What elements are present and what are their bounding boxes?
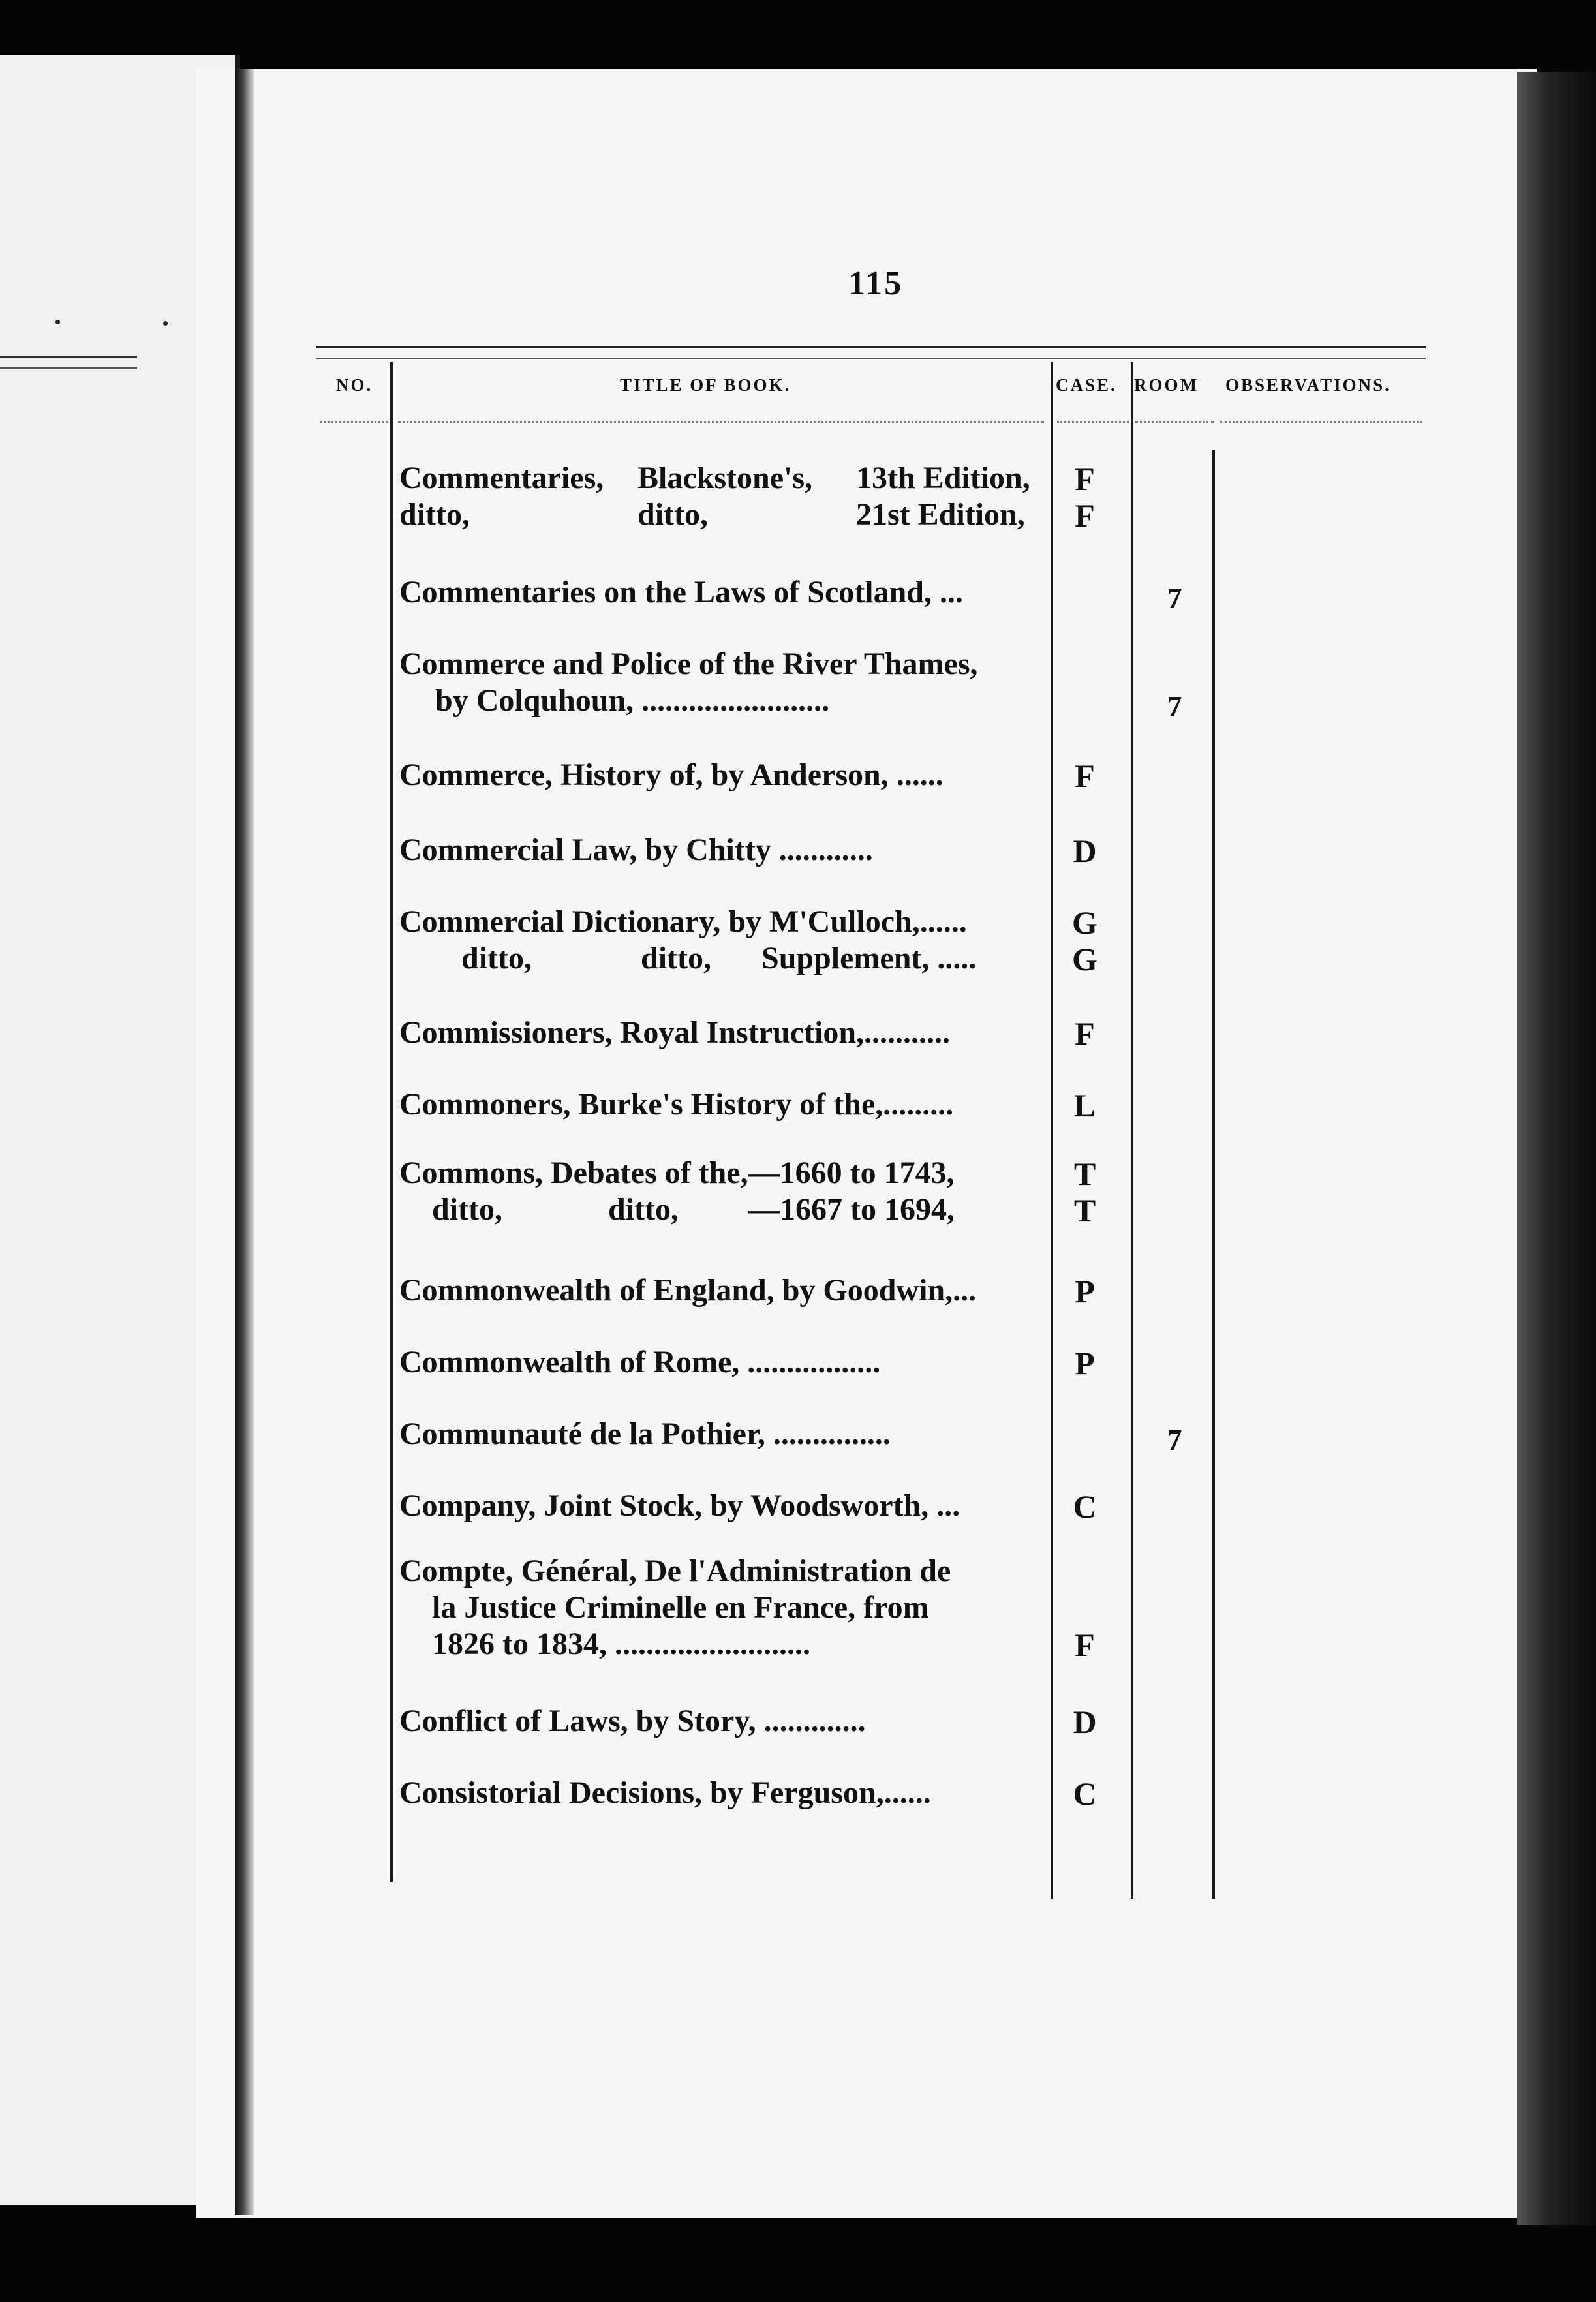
entry-line (399, 574, 1049, 611)
entry-line (399, 940, 1049, 977)
header-case: CASE. (1056, 375, 1117, 395)
header-title: TITLE OF BOOK. (620, 375, 791, 395)
book-entry (399, 832, 1049, 868)
entry-text: —1667 to 1694, (748, 1192, 955, 1227)
case-value: P (1075, 1273, 1095, 1310)
book-entry (399, 904, 1049, 977)
entry-line (399, 497, 1049, 533)
room-value: 7 (1167, 690, 1182, 723)
entry-line (399, 1553, 1049, 1589)
column-rule-case (1131, 362, 1133, 1899)
case-value: C (1073, 1488, 1097, 1525)
column-rule-no (390, 362, 393, 1882)
page-number: 115 (848, 265, 904, 302)
case-value: F (1075, 1015, 1095, 1052)
book-entry (399, 646, 1049, 719)
book-entry (399, 1775, 1049, 1811)
entry-line (399, 1416, 1049, 1452)
entry-text: Conflict of Laws, by Story, ............. (399, 1704, 866, 1738)
book-entry (399, 1553, 1049, 1663)
entry-text: Communauté de la Pothier, ............... (399, 1417, 891, 1451)
entry-text: ditto, (432, 1192, 502, 1227)
facing-page-rule (0, 356, 137, 369)
entry-text: ditto, (461, 941, 532, 975)
entry-text: Commissioners, Royal Instruction,........... (399, 1015, 951, 1050)
case-value: D (1073, 1704, 1097, 1740)
entry-text: Supplement, ..... (761, 941, 977, 975)
header-no: NO. (336, 375, 373, 395)
book-entry (399, 1416, 1049, 1452)
case-value: C (1073, 1775, 1097, 1812)
case-value: F (1075, 758, 1095, 794)
entry-text: 1826 to 1834, ......................... (432, 1627, 810, 1661)
entry-text: ditto, (399, 497, 470, 532)
header-rule (316, 346, 1426, 359)
case-value: F (1075, 497, 1095, 534)
column-rule-room (1212, 450, 1215, 1899)
header-underline (1135, 421, 1214, 423)
entry-line (399, 904, 1049, 940)
case-value: T (1073, 1192, 1096, 1229)
facing-page-speck (55, 320, 60, 324)
entry-text: Commercial Dictionary, by M'Culloch,...... (399, 904, 967, 939)
entry-text: Commentaries on the Laws of Scotland, ... (399, 575, 963, 609)
entry-text: ditto, (641, 941, 711, 975)
entry-line (399, 1272, 1049, 1309)
entry-line (399, 460, 1049, 497)
entry-text: ditto, (608, 1192, 679, 1227)
book-entry (399, 1155, 1049, 1228)
header-room: ROOM (1134, 375, 1199, 395)
page-gutter (235, 69, 254, 2215)
entry-line (399, 1626, 1049, 1663)
entry-text: Commonwealth of England, by Goodwin,... (399, 1273, 977, 1308)
entry-text: Commercial Law, by Chitty ............ (399, 833, 873, 867)
entry-text: 21st Edition, (856, 497, 1025, 532)
entry-text: Compte, Général, De l'Administration de (399, 1554, 951, 1588)
header-underline (1057, 421, 1129, 423)
entry-text: Consistorial Decisions, by Ferguson,...... (399, 1775, 931, 1810)
entry-text: by Colquhoun, ........................ (435, 683, 830, 718)
entry-text: Commons, Debates of the,—1660 to 1743, (399, 1156, 955, 1190)
book-entry (399, 1086, 1049, 1123)
book-entry (399, 757, 1049, 793)
entry-line (399, 1775, 1049, 1811)
room-value: 7 (1167, 1423, 1182, 1456)
book-entry (399, 1344, 1049, 1381)
case-value: D (1073, 833, 1097, 869)
entry-line (399, 1488, 1049, 1524)
header-underline (1220, 421, 1422, 423)
entry-text: 13th Edition, (856, 461, 1030, 495)
entry-text: ditto, (637, 497, 708, 532)
header-underline (398, 421, 1044, 423)
entry-line (399, 832, 1049, 868)
case-value: P (1075, 1345, 1095, 1381)
entry-line (399, 1155, 1049, 1191)
entry-text: Commonwealth of Rome, ................. (399, 1345, 881, 1379)
entry-line (399, 1589, 1049, 1626)
entry-text: Commerce and Police of the River Thames, (399, 647, 978, 681)
entry-line (399, 1086, 1049, 1123)
column-rule-title (1051, 362, 1053, 1899)
header-observations: OBSERVATIONS. (1225, 375, 1391, 395)
room-value: 7 (1167, 581, 1182, 615)
case-value: F (1075, 1627, 1095, 1663)
entry-line (399, 1344, 1049, 1381)
case-value: L (1073, 1087, 1096, 1124)
entry-line (399, 757, 1049, 793)
book-entry (399, 460, 1049, 533)
book-entry (399, 1703, 1049, 1740)
header-underline (320, 421, 388, 423)
entry-line (399, 646, 1049, 683)
entry-line (399, 683, 1049, 719)
entry-text: Blackstone's, (637, 461, 813, 495)
entry-text: Company, Joint Stock, by Woodsworth, ... (399, 1488, 960, 1523)
entry-text: Commerce, History of, by Anderson, ...... (399, 758, 944, 792)
entry-text: la Justice Criminelle en France, from (432, 1590, 929, 1625)
case-value: T (1073, 1156, 1096, 1192)
entry-line (399, 1191, 1049, 1228)
book-entry (399, 1015, 1049, 1051)
entry-text: Commoners, Burke's History of the,......... (399, 1087, 954, 1122)
facing-page-speck (163, 321, 168, 326)
case-value: G (1072, 904, 1097, 941)
case-value: G (1072, 941, 1097, 977)
page-edge-shadow (1517, 72, 1596, 2225)
entry-line (399, 1703, 1049, 1740)
entry-text: Commentaries, (399, 461, 604, 495)
book-entry (399, 1488, 1049, 1524)
case-value: F (1075, 461, 1095, 497)
entry-line (399, 1015, 1049, 1051)
book-entry (399, 1272, 1049, 1309)
book-entry (399, 574, 1049, 611)
